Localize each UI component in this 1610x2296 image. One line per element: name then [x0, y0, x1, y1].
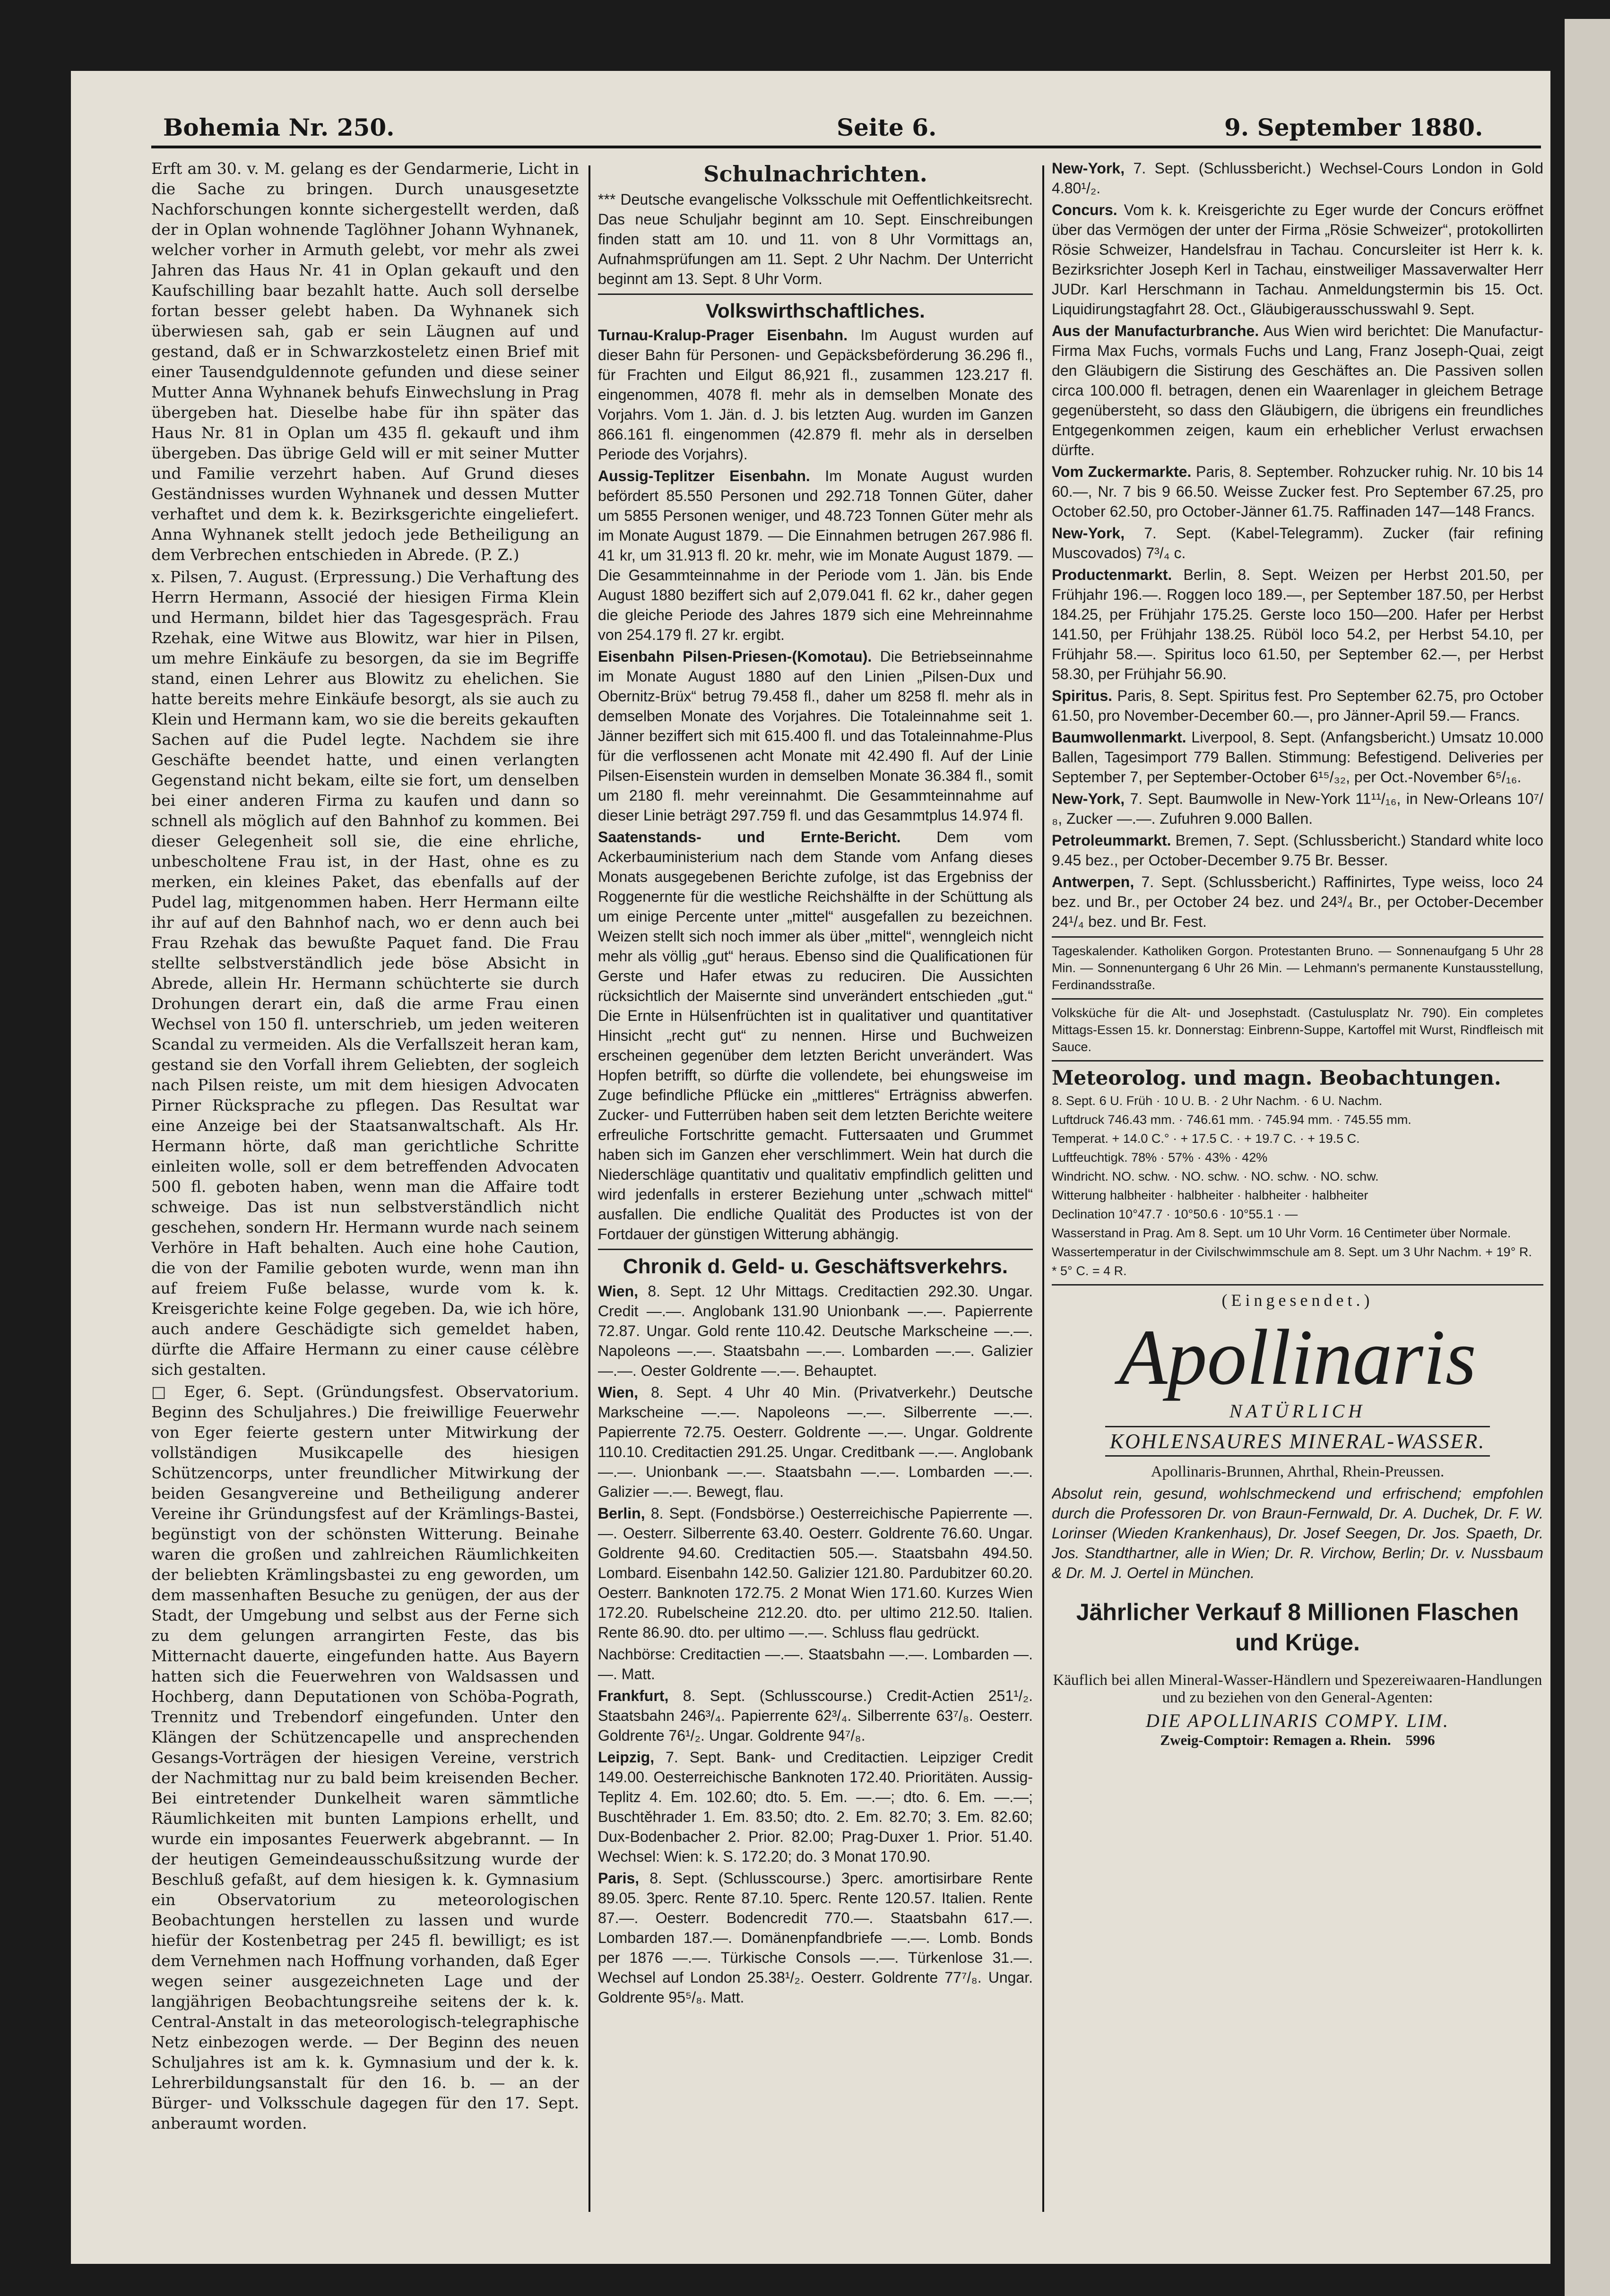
ad-natuerlich: NATÜRLICH	[1229, 1400, 1366, 1422]
market-item	[1052, 727, 1543, 787]
chron-item	[598, 1747, 1033, 1866]
volk-item-text: Im August wurden auf dieser Bahn für Personen- und Gepäcksbeförderung 36.296 fl., für Frachten und Eilgut 86,921 fl., zusammen 123.217 fl. eingenommen, 4078 fl. mehr als in demselben Monate des Vorjahrs. Vom 1. Jän. d. J. bis letzten Aug. wurden im Ganzen 866.161 fl. eingenommen (42.879 fl. mehr als in derselben Periode des Vorjahrs).	[598, 327, 1033, 463]
market-item-head: New-York,	[1052, 525, 1125, 542]
chron-item	[598, 1644, 1033, 1684]
met-row: Declination 10°47.7 · 10°50.6 · 10°55.1 · —	[1052, 1207, 1298, 1221]
market-item-text: Aus Wien wird berichtet: Die Manufactur-Firma Max Fuchs, vormals Fuchs und Lang, Franz Joseph-Quai, zeigt den Gläubigern die Sistirung des Geschäftes an. Die Passiven sollen circa 100.000 fl. betragen, denen ein Waarenlager in gleichem Betrage gegenübersteht, so dass den Gläubigern, die übrigens ein freundliches Entgegenkommen zeigen, kaum ein erheblicher Verlust erwachsen dürfte.	[1052, 322, 1543, 458]
header-date: 9. September 1880.	[1224, 113, 1483, 141]
section-rule	[598, 1249, 1033, 1250]
apollinaris-advertisement	[1052, 1290, 1543, 1749]
column-rule-2	[1042, 165, 1044, 2212]
header-issue: Bohemia Nr. 250.	[163, 113, 395, 141]
section-rule	[1052, 1284, 1543, 1286]
chron-item-head: Wien,	[598, 1384, 639, 1401]
section-rule	[1052, 936, 1543, 938]
market-item-head: New-York,	[1052, 790, 1125, 807]
met-row: Temperat. + 14.0 C.° · + 17.5 C. · + 19.7 C. · + 19.5 C.	[1052, 1131, 1360, 1146]
column-rule-1	[589, 165, 590, 2212]
volk-item-text: Die Betriebseinnahme im Monate August 1880 auf den Linien „Pilsen-Dux und Obernitz-Brüx“ betrug 79.458 fl., daher um 8258 fl. mehr als in demselben Monate des Vorjahres. Die Totaleinnahme seit 1. Jänner beziffert sich mit 615.400 fl. und das Totaleinnahme-Plus für die verflossenen acht Monate mit 42.490 fl. Auf der Linie Pilsen-Eisenstein wurden in demselben Monate 36.384 fl., somit um 2180 fl. mehr vereinnahmt. Die Gesammteinnahme auf dieser Linie beträgt 297.759 fl. und das Gesammtplus 14.974 fl.	[598, 648, 1033, 824]
met-row: Luftfeuchtigk. 78% · 57% · 43% · 42%	[1052, 1150, 1268, 1165]
tageskalender: Tageskalender. Katholiken Gorgon. Protestanten Bruno. — Sonnenaufgang 5 Uhr 28 Min. — Sonnenuntergang 6 Uhr 26 Min. — Lehmann's permanente Kunstausstellung, Ferdinandsstraße.	[1052, 944, 1543, 992]
market-item	[1052, 565, 1543, 684]
volk-item-text: Dem vom Ackerbauministerium nach dem Stande vom Anfang dieses Monats ausgegebenen Berichte zufolge, ist das Ergebniss der Roggenernte für die westliche Reichshälfte in der Schüttung als um einige Percente unter „mittel“ ausgefallen zu bezeichnen. Weizen stellt sich noch immer als über „mittel“, wenngleich nicht mehr als völlig „gut“ heraus. Ebenso sind die Qualificationen für Gerste und Hafer etwas zu reduciren. Die Aussichten rücksichtlich der Maisernte sind unverändert entschieden „gut.“ Die Ernte in Hülsenfrüchten ist in qualitativer und quantitativer Hinsicht „recht gut“ zu nennen. Hirse und Buchweizen erscheinen gegenüber dem letzten Bericht unverändert. Was Hopfen betrifft, so dürfte die vollendete, bei ehungsweise im Zuge befindliche Pflücke ein „mittleres“ Erträgniss abwerfen. Zucker- und Futterrüben haben seit dem letzten Berichte weitere erfreuliche Fortschritte gemacht. Futtersaaten und Grummet haben sich im Ganzen eher verschlimmert. Wein hat durch die Niederschläge quantitativ und qualitativ empfindlich gelitten und wird jedenfalls in ersterer Beziehung unter „schwach mittel“ ausfallen. Die endliche Qualität des Productes ist von der Fortdauer der günstigen Witterung abhängig.	[598, 829, 1033, 1243]
market-item	[1052, 200, 1543, 319]
market-item-head: Spiritus.	[1052, 687, 1113, 704]
section-rule	[1052, 1060, 1543, 1062]
market-item-text: Vom k. k. Kreisgerichte zu Eger wurde der Concurs eröffnet über das Vermögen der unter der Firma „Rösie Schweizer“, protokollirten Rösie Schweizer, Handelsfrau in Tachau. Concursleiter ist Herr k. k. Bezirksrichter Joseph Kerl in Tachau, einstweiliger Massaverwalter Herr JUDr. Karl Herschmann in Tachau. Anmeldungstermin bis 15. Oct. Liquidirungstagfahrt 28. Oct., Gläubigerausschusswahl 9. Sept.	[1052, 201, 1543, 318]
market-item-text: Paris, 8. September. Rohzucker ruhig. Nr. 10 bis 14 60.—, Nr. 7 bis 9 66.50. Weisse Zucker fest. Pro September 67.25, pro October 62.50, pro October-Jänner 61.75. Raffinaden 147—148 Francs.	[1052, 463, 1543, 520]
market-item-text: Berlin, 8. Sept. Weizen per Herbst 201.50, per Frühjahr 196.—. Roggen loco 189.—, per September 187.50, per Herbst 184.25, per Frühjahr 175.25. Gerste loco 150—200. Hafer per Herbst 141.50, per Frühjahr 138.25. Rüböl loco 54.2, per Herbst 54.10, per Frühjahr 58.—. Spiritus loco 61.50, per September 62.—, per Herbst 58.30, per Frühjahr 56.90.	[1052, 566, 1543, 682]
market-item-head: Concurs.	[1052, 201, 1117, 218]
met-row: 8. Sept. 6 U. Früh · 10 U. B. · 2 Uhr Nachm. · 6 U. Nachm.	[1052, 1094, 1383, 1108]
chron-item-text: 8. Sept. (Fondsbörse.) Oesterreichische Papierrente —.—. Oesterr. Silberrente 63.40. Oesterr. Goldrente 76.60. Ungar. Goldrente 94.60. Creditactien 505.—. Staatsbahn 494.50. Lombard. Eisenbahn 142.50. Galizier 121.80. Pardubitzer 60.20. Oesterr. Banknoten 172.75. 2 Monat Wien 171.60. Kurzes Wien 172.20. Rubelscheine 212.20. dto. per ultimo 212.50. Italien. Rente 86.90. dto. per ultimo —.—. Schluss flau gedrückt.	[598, 1505, 1033, 1641]
schulnachrichten-heading: Schulnachrichten.	[703, 161, 927, 187]
market-item-text: Bremen, 7. Sept. (Schlussbericht.) Standard white loco 9.45 bez., per October-December 9.75 Br. Besser.	[1052, 832, 1543, 869]
column-3	[1052, 158, 1543, 2238]
ad-brand-name: Apollinaris	[1118, 1313, 1477, 1401]
market-item	[1052, 462, 1543, 521]
header-page-number: Seite 6.	[837, 113, 937, 141]
market-item-text: 7. Sept. (Kabel-Telegramm). Zucker (fair refining Muscovados) 7³/₄ c.	[1052, 525, 1543, 561]
chronik-list	[598, 1281, 1033, 2007]
volk-item-text: Im Monate August wurden befördert 85.550 Personen und 292.718 Tonnen Güter, daher um 5855 Personen weniger, und 48.723 Tonnen Güter mehr als im Monate August 1879. — Die Einnahmen betrugen 267.986 fl. 41 kr, um 31.913 fl. 20 kr. mehr, wie im Monate August 1879. — Die Gesammteinnahme in der Periode vom 1. Jän. bis Ende August 1880 beziffert sich auf 2,079.041 fl. 62 kr., daher gegen die gleiche Periode des Jahres 1879 sich eine Mehreinnahme von 254.179 fl. 27 kr. ergibt.	[598, 467, 1033, 643]
ad-company: DIE APOLLINARIS COMPY. LIM.	[1145, 1710, 1450, 1731]
market-item-head: Baumwollenmarkt.	[1052, 729, 1186, 746]
market-item-head: Aus der Manufacturbranche.	[1052, 322, 1259, 339]
article-eger: □ Eger, 6. Sept. (Gründungsfest. Observatorium. Beginn des Schuljahres.) Die freiwillige Feuerwehr von Eger feierte gestern unter Mitwirkung der vollständigen Musikcapelle des hiesigen Schützencorps, unter freundlicher Mitwirkung der beiden Gesangvereine und Betheiligung anderer Vereine ihr Gründungsfest auf der Krämlings-Bastei, begünstigt von der schönsten Witterung. Beinahe waren die großen und zahlreichen Räumlichkeiten der beliebten Krämlingsbastei zu eng geworden, um dem massenhaften Besuche zu genügen, der aus der Stadt, der Umgebung und selbst aus der Ferne sich zu dem gelungen arrangirten Feste, das bis Mitternacht dauerte, eingefunden hatte. Aus Bayern hatten sich die Feuerwehren von Waldsassen und Hochberg, dann Deputationen von Schöba-Pograth, Trennitz und Trebendorf eingefunden. Unter den Klängen der Schützencapelle und ansprechenden Gesangs-Vorträgen der hiesigen Vereine, verstrich der Nachmittag nur zu bald beim kreisenden Becher. Bei eintretender Dunkelheit waren sämmtliche Räumlichkeiten mit bunten Lampions erhellt, und wurde ein imposantes Feuerwerk abgebrannt. — In der heutigen Gemeindeausschußsitzung wurde der Beschluß gefaßt, auf dem hiesigen k. k. Gymnasium ein Observatorium zu meteorologischen Beobachtungen herstellen zu lassen und wurde hiefür der Kostenbetrag per 245 fl. bewilligt; es ist dem Vernehmen nach Hoffnung vorhanden, daß Eger wegen seiner ausgezeichneten Lage und der langjährigen Beobachtungsreihe seitens der k. k. Central-Anstalt in das meteorologisch-telegraphische Netz einbezogen werde. — Der Beginn des neuen Schuljahres ist am k. k. Gymnasium und der k. k. Lehrerbildungsanstalt für den 16. b. — an der Bürger- und Volksschule dagegen für den 17. Sept. anberaumt worden.	[151, 1382, 579, 2132]
volkswirthschaft-list	[598, 325, 1033, 1244]
volk-item-head: Aussig-Teplitzer Eisenbahn.	[598, 467, 810, 484]
met-row: Windricht. NO. schw. · NO. schw. · NO. schw. · NO. schw.	[1052, 1169, 1379, 1183]
volk-item	[598, 325, 1033, 464]
meteorolog-heading: Meteorolog. und magn. Beobachtungen.	[1052, 1066, 1501, 1089]
chron-item-text: 8. Sept. 12 Uhr Mittags. Creditactien 292.30. Ungar. Credit —.—. Anglobank 131.90 Unionbank —.—. Papierrente 72.87. Ungar. Gold rente 110.42. Deutsche Markscheine —.—. Napoleons —.—. Staatsbahn —.—. Lombarden —.—. Galizier —.—. Oester Goldrente —.—. Behauptet.	[598, 1283, 1033, 1379]
wassertemperatur: Wassertemperatur in der Civilschwimmschule am 8. Sept. um 3 Uhr Nachm. + 19° R.	[1052, 1245, 1532, 1259]
chron-item-text: 8. Sept. (Schlusscourse.) Credit-Actien 251¹/₂. Staatsbahn 246³/₄. Papierrente 62³/₄. Silberrente 63⁷/₈. Oesterr. Goldrente 76¹/₂. Ungar. Goldrente 94⁷/₈.	[598, 1687, 1033, 1744]
chron-item-head: Paris,	[598, 1870, 640, 1887]
market-item	[1052, 872, 1543, 932]
volk-item	[598, 827, 1033, 1244]
volk-item	[598, 647, 1033, 825]
market-item-text: 7. Sept. (Schlussbericht.) Raffinirtes, Type weiss, loco 24 bez. und Br., per October 24 bez. und 24³/₄ Br., per October-December 24¹/₄ bez. und Br. Fest.	[1052, 873, 1543, 930]
market-item-text: 7. Sept. (Schlussbericht.) Wechsel-Cours London in Gold 4.80¹/₂.	[1052, 160, 1543, 197]
section-rule	[1052, 998, 1543, 1000]
newspaper-page	[71, 71, 1550, 2264]
chron-item-head: Berlin,	[598, 1505, 645, 1522]
chron-item	[598, 1868, 1033, 2007]
chron-item-head: Wien,	[598, 1283, 639, 1300]
market-item	[1052, 686, 1543, 725]
chron-item	[598, 1382, 1033, 1502]
wasserstand: Wasserstand in Prag. Am 8. Sept. um 10 Uhr Vorm. 16 Centimeter über Normale.	[1052, 1226, 1511, 1240]
market-item-text: 7. Sept. Baumwolle in New-York 11¹¹/₁₆, in New-Orleans 10⁷/₈, Zucker —.—. Zufuhren 9.000 Ballen.	[1052, 790, 1543, 827]
chron-item-text: 8. Sept. 4 Uhr 40 Min. (Privatverkehr.) Deutsche Markscheine —.—. Napoleons —.—. Silberrente —.—. Papierrente 72.75. Oesterr. Goldrente —.—. Ungar. Goldrente 110.10. Creditactien 291.25. Ungar. Creditbank —.—. Anglobank —.—. Unionbank —.—. Staatsbahn —.—. Lombarden —.—. Galizier —.—. Bewegt, flau.	[598, 1384, 1033, 1500]
ad-kohlensaures: KOHLENSAURES MINERAL-WASSER.	[1105, 1426, 1490, 1457]
market-item-head: Petroleummarkt.	[1052, 832, 1171, 849]
market-item	[1052, 158, 1543, 198]
facing-page-edge	[1565, 19, 1610, 2296]
chron-item	[598, 1686, 1033, 1745]
market-item-text: Liverpool, 8. Sept. (Anfangsbericht.) Umsatz 10.000 Ballen, Tagesimport 779 Ballen. Stimmung: Befestigend. Deliveries per September 7, per September-October 6¹⁵/₃₂, per Oct.-November 6⁵/₁₆.	[1052, 729, 1543, 785]
column-1	[151, 158, 579, 2228]
market-item-head: Vom Zuckermarkte.	[1052, 463, 1192, 480]
ad-verkauf: Jährlicher Verkauf 8 Millionen Flaschen und Krüge.	[1076, 1599, 1519, 1656]
volkswirthschaft-heading: Volkswirthschaftliches.	[706, 300, 925, 322]
volk-item-head: Saatenstands- und Ernte-Bericht.	[598, 829, 901, 846]
article-oplan: Erft am 30. v. M. gelang es der Gendarmerie, Licht in die Sache zu bringen. Durch unausgesetzte Nachforschungen konnte sichergestellt werden, daß der in Oplan wohnende Taglöhner Johann Wyhnanek, welcher vorher in Armuth gelebt, vor mehr als zwei Jahren das Haus Nr. 41 in Oplan gekauft und den Kaufschilling baar bezahlt hatte. Auch soll derselbe fortan besser gelebt haben. Da Wyhnanek sich überwiesen sah, gab er sein Läugnen auf und gestand, daß er in Schwarzkosteletz einen Brief mit einer Tausendguldennote gefunden und diese seiner Mutter Anna Wyhnanek behufs Einwechslung in Prag übergeben hat. Dieselbe habe für ihn später das Haus Nr. 81 in Oplan um 435 fl. gekauft und ihm übergeben. Das übrige Geld will er mit seiner Mutter und Familie verzehrt haben. Auf Grund dieses Geständnisses wurden Wyhnanek und dessen Mutter verhaftet und dem k. k. Bezirksgerichte eingeliefert. Anna Wyhnanek stellt jedoch jede Betheiligung an dem Verbrechen entschieden in Abrede. (P. Z.)	[151, 159, 579, 564]
chron-item-text: Nachbörse: Creditactien —.—. Staatsbahn —.—. Lombarden —.—. Matt.	[598, 1646, 1033, 1683]
market-item-text: Paris, 8. Sept. Spiritus fest. Pro September 62.75, pro October 61.50, pro November-December 60.—, pro Jänner-April 59.— Francs.	[1052, 687, 1543, 724]
ad-label: (Eingesendet.)	[1221, 1291, 1374, 1310]
chron-item-head: Frankfurt,	[598, 1687, 669, 1704]
header-rule	[151, 146, 1541, 148]
ad-praise: Absolut rein, gesund, wohlschmeckend und erfrischend; empfohlen durch die Professoren Dr. von Braun-Fernwald, Dr. A. Duchek, Dr. F. W. Lorinser (Wieden Krankenhaus), Dr. Josef Seegen, Dr. Jos. Spaeth, Dr. Jos. Standthartner, alle in Wien; Dr. R. Virchow, Berlin; Dr. v. Nussbaum & Dr. M. J. Oertel in München.	[1052, 1485, 1543, 1581]
ad-zweig-comptoir	[1052, 1732, 1543, 1749]
market-item	[1052, 321, 1543, 460]
ad-kauflich: Käuflich bei allen Mineral-Wasser-Händlern und Spezereiwaaren-Handlungen und zu beziehen von den General-Agenten:	[1053, 1672, 1542, 1706]
chron-item-head: Leipzig,	[598, 1749, 655, 1766]
column-2	[598, 158, 1033, 2228]
article-pilsen: x. Pilsen, 7. August. (Erpressung.) Die Verhaftung des Herrn Hermann, Associé der hiesigen Firma Klein und Hermann, bildet hier das Tagesgespräch. Frau Rzehak, eine Witwe aus Blowitz, war hier in Pilsen, um mehre Einkäufe zu besorgen, da sie im Begriffe stand, einen Lehrer aus Blowitz zu ehelichen. Sie hatte bereits mehre Einkäufe besorgt, als sie auch zu Klein und Hermann kam, wo sie die bereits gekauften Sachen auf die Pudel legte. Nachdem sie ihre Geschäfte beendet hatte, und einen verlangten Gegenstand nicht bekam, eilte sie fort, um denselben bei einer anderen Firma zu kaufen und dann so schnell als möglich auf den Bahnhof zu kommen. Bei dieser Gelegenheit soll sie, die eine ehrliche, unbescholtene Frau ist, in der Hast, ohne es zu merken, ein kleines Paket, das ebenfalls auf der Pudel lag, mitgenommen haben. Herr Hermann eilte ihr auf auf den Bahnhof nach, wo er denn auch bei Frau Rzehak das bewußte Paquet fand. Die Frau stellte selbstverständlich jede böse Absicht in Abrede, allein Hr. Hermann schüchterte sie durch Drohungen derart ein, daß die arme Frau einen Wechsel von 150 fl. unterschrieb, um jeden weiteren Scandal zu vermeiden. Als die Verfallszeit heran kam, gestand sie den Vorfall ihrem Geliebten, der sogleich nach Pilsen reiste, um mit dem hiesigen Advocaten Pirner Rücksprache zu pflegen. Das Resultat war eine Anzeige bei der Staatsanwaltschaft. Als Hr. Hermann hörte, daß man gerichtliche Schritte einleiten wolle, soll er dem betreffenden Advocaten 500 fl. geboten haben, wenn man die Affaire todt schweige. Das ist nun selbstverständlich nicht geschehen, sondern Hr. Hermann wurde nach seinem Verhöre in Haft behalten. Auch eine hohe Caution, die von der Familie geboten wurde, wenn man ihn auf freiem Fuße belasse, wurde vom k. k. Kreisgerichte keine Folge gegeben. Da, wie ich höre, auch andere Geschädigte sich gemeldet haben, dürfte die Affaire Hermann zu einer cause célèbre sich gestalten.	[151, 568, 579, 1379]
market-item-head: Antwerpen,	[1052, 873, 1134, 890]
volk-item	[598, 466, 1033, 645]
chron-item-text: 7. Sept. Bank- und Creditactien. Leipziger Credit 149.00. Oesterreichische Banknoten 172.40. Prioritäten. Aussig-Teplitz 4. Em. 102.60; dto. 5. Em. —.—; dto. 6. Em. —.—; Buschtěhrader 1. Em. 83.50; dto. 2. Em. 82.70; 3. Em. 82.60; Dux-Bodenbacher 2. Prior. 82.00; Prag-Duxer 1. Prior. 51.40. Wechsel: Wien: k. S. 172.20; do. 3 Monat 170.90.	[598, 1749, 1033, 1865]
market-item	[1052, 789, 1543, 829]
volk-item-head: Eisenbahn Pilsen-Priesen-(Komotau).	[598, 648, 872, 665]
schul-text: *** Deutsche evangelische Volksschule mit Oeffentlichkeitsrecht. Das neue Schuljahr beginnt am 10. Sept. Einschreibungen finden statt am 10. und 11. von 8 Uhr Vormittags an, Aufnahmsprüfungen am 11. Sept. 2 Uhr Nachm. Der Unterricht beginnt am 13. Sept. 8 Uhr Vorm.	[598, 191, 1033, 287]
market-item	[1052, 523, 1543, 563]
ad-brunnen: Apollinaris-Brunnen, Ahrthal, Rhein-Preussen.	[1151, 1463, 1445, 1480]
volk-item-head: Turnau-Kralup-Prager Eisenbahn.	[598, 327, 848, 344]
market-news-list	[1052, 158, 1543, 932]
section-rule	[598, 293, 1033, 295]
market-item-head: New-York,	[1052, 160, 1125, 177]
chronik-heading: Chronik d. Geld- u. Geschäftsverkehrs.	[623, 1255, 1008, 1278]
chron-item	[598, 1503, 1033, 1642]
meteorolog-table	[1052, 1092, 1543, 1223]
chron-item-text: 8. Sept. (Schlusscourse.) 3perc. amortisirbare Rente 89.05. 3perc. Rente 87.10. 5perc. Rente 120.57. Italien. Rente 87.—. Oesterr. Bodencredit 770.—. Staatsbahn 617.—. Lombarden 187.—. Domänenpfandbriefe —.—. Lomb. Bonds per 1876 —.—. Türkische Consols —.—. Türkenlose 31.—. Wechsel auf London 25.38¹/₂. Oesterr. Goldrente 77⁷/₈. Ungar. Goldrente 95⁵/₈. Matt.	[598, 1870, 1033, 2006]
met-row: Luftdruck 746.43 mm. · 746.61 mm. · 745.94 mm. · 745.55 mm.	[1052, 1113, 1411, 1127]
ad-code: 5996	[1405, 1732, 1435, 1748]
footnote: * 5° C. = 4 R.	[1052, 1264, 1127, 1278]
met-row: Witterung halbheiter · halbheiter · halbheiter · halbheiter	[1052, 1188, 1368, 1202]
ad-zweig-text: Zweig-Comptoir: Remagen a. Rhein.	[1160, 1732, 1391, 1748]
market-item	[1052, 830, 1543, 870]
chron-item	[598, 1281, 1033, 1381]
market-item-head: Productenmarkt.	[1052, 566, 1172, 583]
volkskueche: Volksküche für die Alt- und Josephstadt. (Castulusplatz Nr. 790). Ein completes Mittags-Essen 15. kr. Donnerstag: Einbrenn-Suppe, Kartoffel mit Wurst, Rindfleisch mit Sauce.	[1052, 1006, 1543, 1054]
